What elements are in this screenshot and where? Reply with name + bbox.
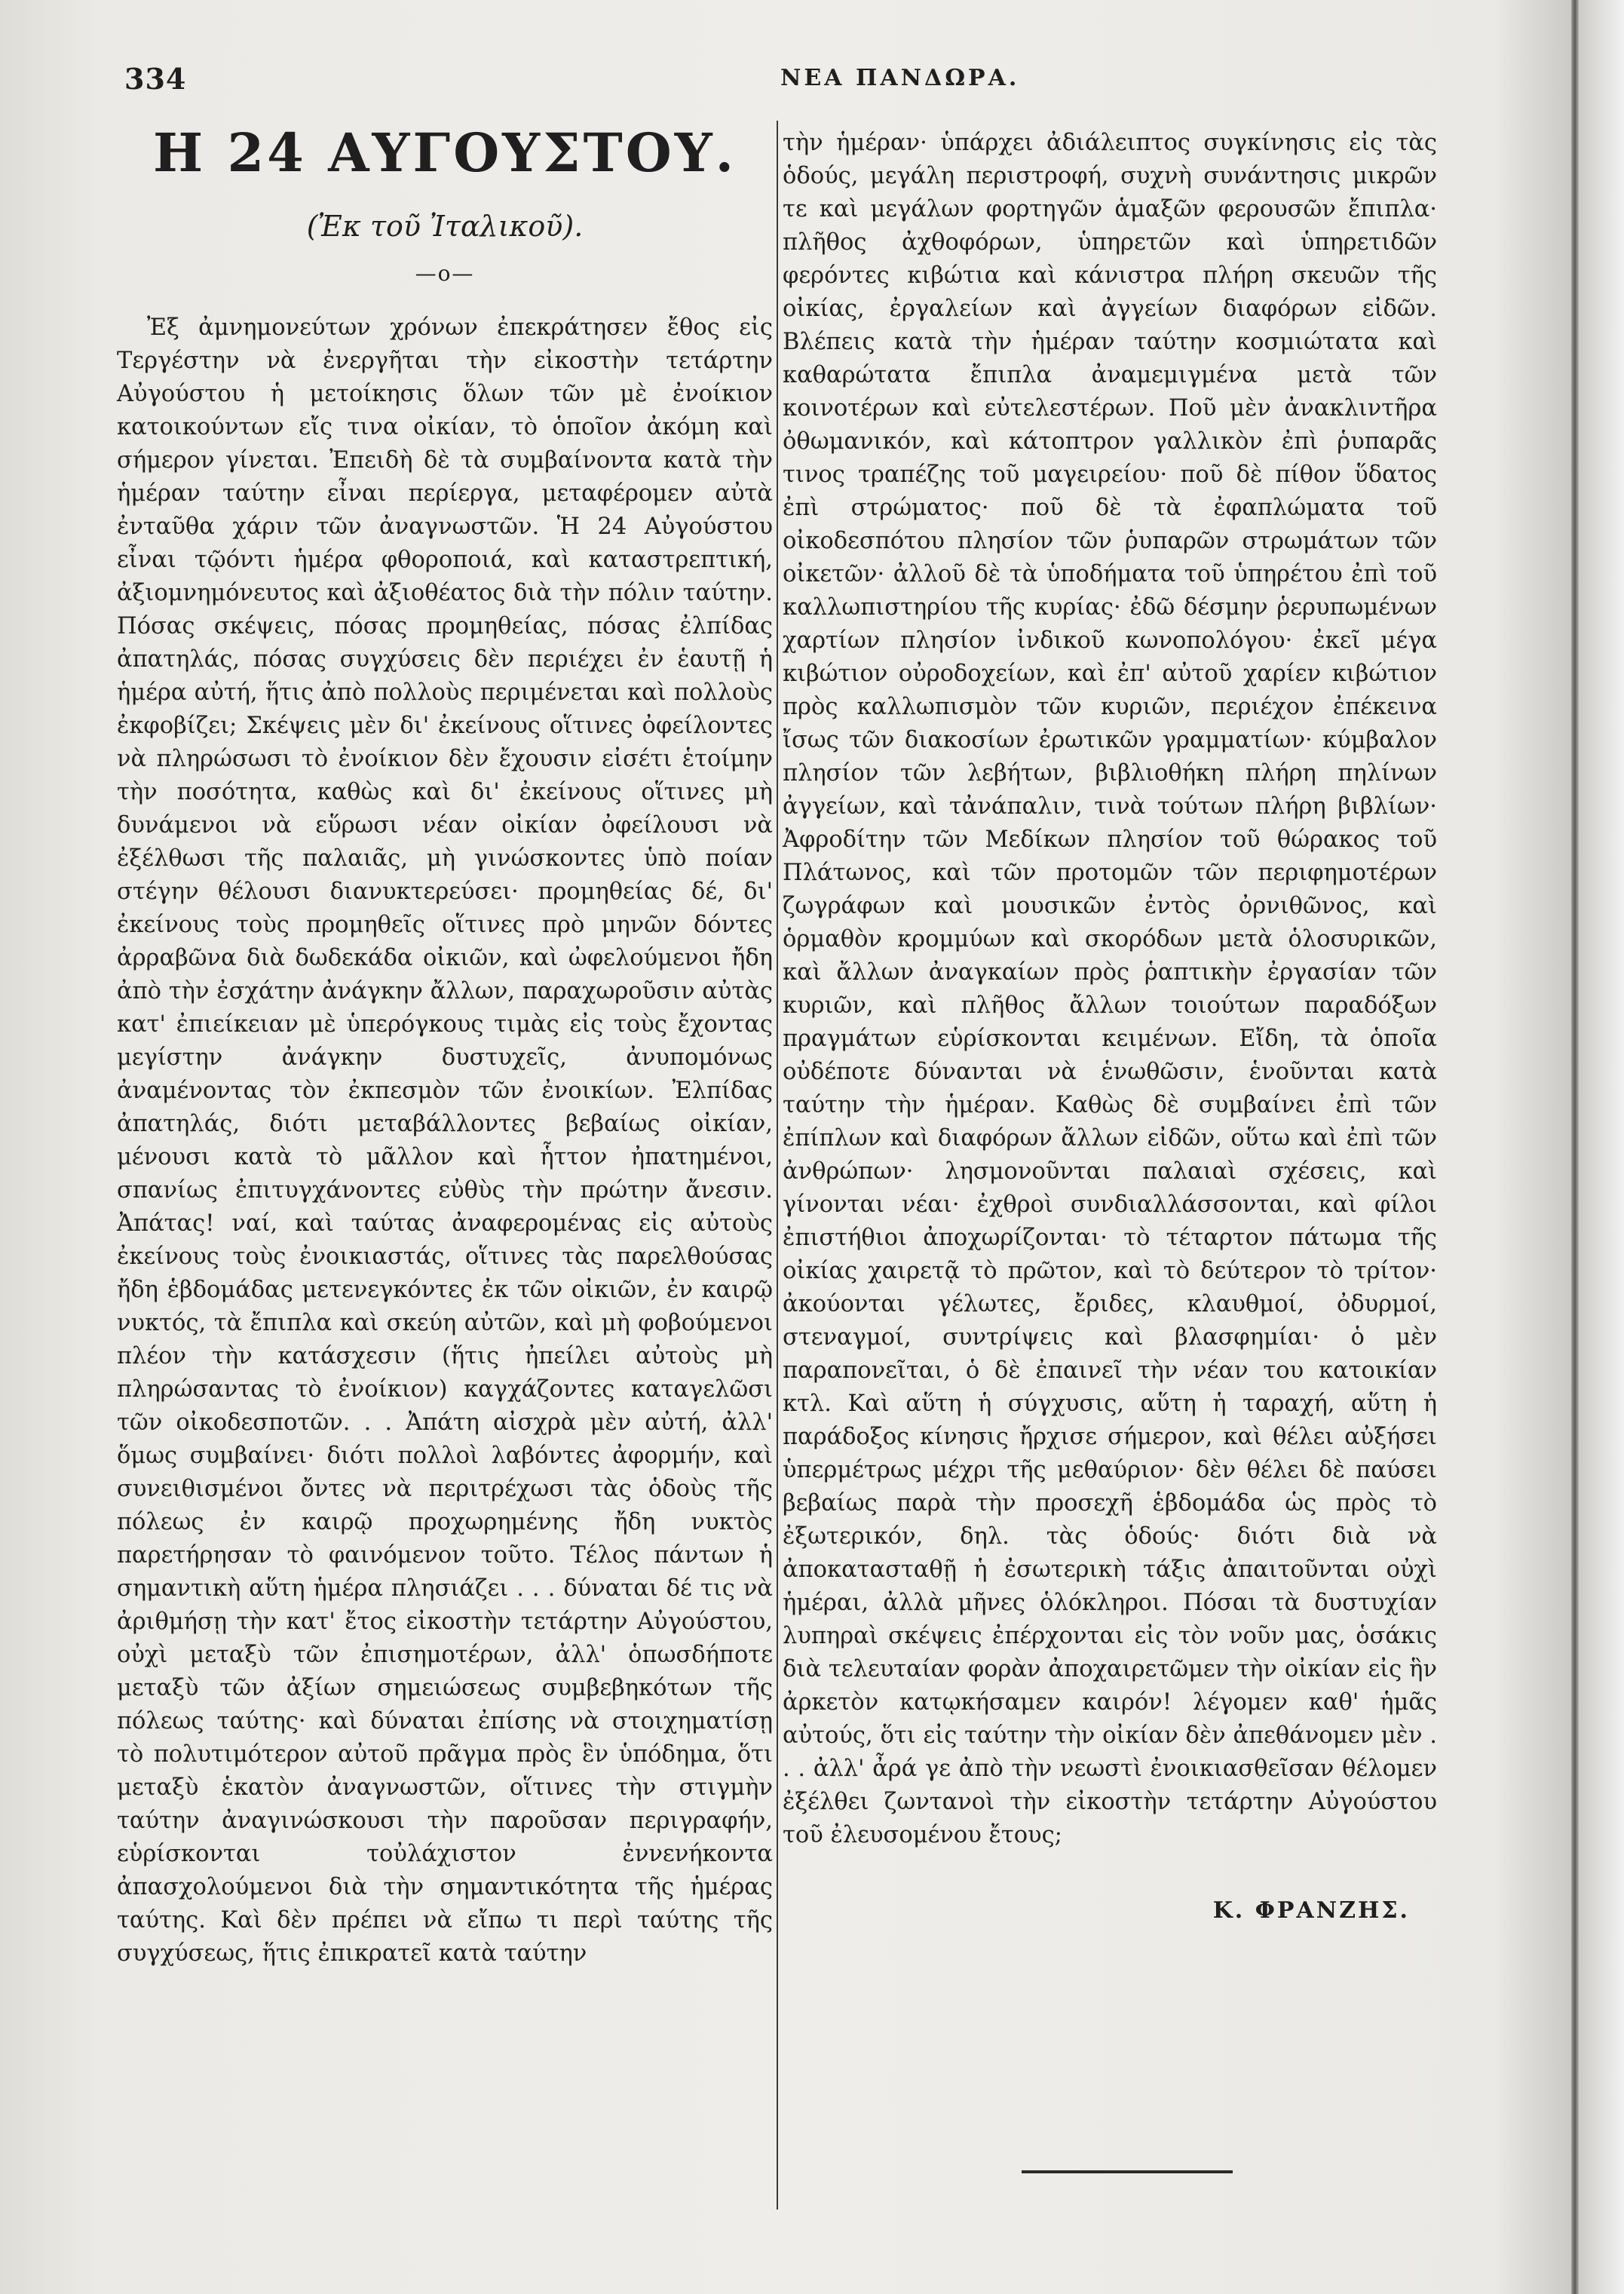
page-number: 334 xyxy=(124,62,187,96)
article-text-right: τὴν ἡμέραν· ὑπάρχει ἀδιάλειπτος συγκίνησις εἰς τὰς ὁδούς, μεγάλη περιστροφή, συχνὴ συνάντησις μικρῶν τε καὶ μεγάλων φορτηγῶν ἁμαξῶν φερουσῶν ἔπιπλα· πλῆθος ἀχθοφόρων, ὑπηρετῶν καὶ ὑπηρετιδῶν φερόντες κιβώτια καὶ κάνιστρα πλήρη σκευῶν τῆς οἰκίας, ἐργαλείων καὶ ἀγγείων διαφόρων εἰδῶν. Βλέπεις κατὰ τὴν ἡμέραν ταύτην κοσμιώτατα καὶ καθαρώτατα ἔπιπλα ἀναμεμιγμένα μετὰ τῶν κοινοτέρων καὶ εὐτελεστέρων. Ποῦ μὲν ἀνακλιντῆρα ὀθωμανικόν, καὶ κάτοπτρον γαλλικὸν ἐπὶ ῥυπαρᾶς τινος τραπέζης τοῦ μαγειρείου· ποῦ δὲ πίθον ὕδατος ἐπὶ στρώματος· ποῦ δὲ τὰ ἐφαπλώματα τοῦ οἰκοδεσπότου πλησίον τῶν ῥυπαρῶν στρωμάτων τῶν οἰκετῶν· ἀλλοῦ δὲ τὰ ὑποδήματα τοῦ ὑπηρέτου ἐπὶ τοῦ καλλωπιστηρίου τῆς κυρίας· ἐδῶ δέσμην ῥερυπωμένων χαρτίων πλησίον ἰνδικοῦ κωνοπολόγου· ἐκεῖ μέγα κιβώτιον οὐροδοχείων, καὶ ἐπ' αὐτοῦ χαρίεν κιβώτιον πρὸς καλλωπισμὸν τῶν κυριῶν, περιέχον ἐπέκεινα ἴσως τῶν διακοσίων ἐρωτικῶν γραμματίων· κύμβαλον πλησίον τῶν λεβήτων, βιβλιοθήκη πλήρη πηλίνων ἀγγείων, καὶ τἀνάπαλιν, τινὰ τούτων πλήρη βιβλίων· Ἀφροδίτην τῶν Μεδίκων πλησίον τοῦ θώρακος τοῦ Πλάτωνος, καὶ τῶν προτομῶν τῶν περιφημοτέρων ζωγράφων καὶ μουσικῶν ἐντὸς ὀρνιθῶνος, καὶ ὁρμαθὸν κρομμύων καὶ σκορόδων μετὰ ὁλοσυρικῶν, καὶ ἄλλων ἀναγκαίων πρὸς ῥαπτικὴν ἐργασίαν τῶν κυριῶν, καὶ πλῆθος ἄλλων τοιούτων παραδόξων πραγμάτων εὑρίσκονται κειμένων. Εἴδη, τὰ ὁποῖα οὐδέποτε δύνανται νὰ ἑνωθῶσιν, ἑνοῦνται κατὰ ταύτην τὴν ἡμέραν. Καθὼς δὲ συμβαίνει ἐπὶ τῶν ἐπίπλων καὶ διαφόρων ἄλλων εἰδῶν, οὕτω καὶ ἐπὶ τῶν ἀνθρώπων· λησμονοῦνται παλαιαὶ σχέσεις, καὶ γίνονται νέαι· ἐχθροὶ συνδιαλλάσσονται, καὶ φίλοι ἐπιστήθιοι ἀποχωρίζονται· τὸ τέταρτον πάτωμα τῆς οἰκίας χαιρετᾷ τὸ πρῶτον, καὶ τὸ δεύτερον τὸ τρίτον· ἀκούονται γέλωτες, ἔριδες, κλαυθμοί, ὀδυρμοί, στεναγμοί, συντρίψεις καὶ βλασφημίαι· ὁ μὲν παραπονεῖται, ὁ δὲ ἐπαινεῖ τὴν νέαν του κατοικίαν κτλ. Καὶ αὕτη ἡ σύγχυσις, αὕτη ἡ ταραχή, αὕτη ἡ παράδοξος κίνησις ἤρχισε σήμερον, καὶ θέλει αὐξήσει ὑπερμέτρως μέχρι τῆς μεθαύριον· δὲν θέλει δὲ παύσει βεβαίως παρὰ τὴν προσεχῆ ἑβδομάδα ὡς πρὸς τὸ ἐξωτερικόν, δηλ. τὰς ὁδούς· διότι διὰ νὰ ἀποκατασταθῇ ἡ ἐσωτερικὴ τάξις ἀπαιτοῦνται οὐχὶ ἡμέραι, ἀλλὰ μῆνες ὁλόκληροι. Πόσαι τὰ δυστυχίαν λυπηραὶ σκέψεις ἐπέρχονται εἰς τὸν νοῦν μας, ὁσάκις διὰ τελευταίαν φορὰν ἀποχαιρετῶμεν τὴν οἰκίαν εἰς ἣν ἀρκετὸν κατῳκήσαμεν καιρόν! λέγομεν καθ' ἡμᾶς αὐτούς, ὅτι εἰς ταύτην τὴν οἰκίαν δὲν ἀπεθάνομεν μὲν . . . ἀλλ' ἆρά γε ἀπὸ τὴν νεωστὶ ἐνοικιασθεῖσαν θέλομεν ἐξέλθει ζωντανοὶ τὴν εἰκοστὴν τετάρτην Αὐγούστου τοῦ ἐλευσομένου ἔτους; xyxy=(783,130,1437,1848)
page-edge-shadow xyxy=(1571,0,1579,2294)
article-title: Η 24 ΑΥΓΟΥΣΤΟΥ. xyxy=(152,121,737,184)
end-rule xyxy=(1022,2170,1233,2173)
article-source: (Ἐκ τοῦ Ἰταλικοῦ). xyxy=(306,210,584,243)
right-column xyxy=(783,127,1437,1924)
left-column xyxy=(117,121,773,1970)
title-ornament: —o— xyxy=(415,261,475,286)
article-text-left: Ἐξ ἀμνημονεύτων χρόνων ἐπεκράτησεν ἔθος εἰς Τεργέστην νὰ ἐνεργῆται τὴν εἰκοστὴν τετάρτην Αὐγούστου ἡ μετοίκησις ὅλων τῶν μὲ ἐνοίκιον κατοικούντων εἴς τινα οἰκίαν, τὸ ὁποῖον ἀκόμη καὶ σήμερον γίνεται. Ἐπειδὴ δὲ τὰ συμβαίνοντα κατὰ τὴν ἡμέραν ταύτην εἶναι περίεργα, μεταφέρομεν αὐτὰ ἐνταῦθα χάριν τῶν ἀναγνωστῶν. Ἡ 24 Αὐγούστου εἶναι τῷόντι ἡμέρα φθοροποιά, καὶ καταστρεπτική, ἀξιομνημόνευτος καὶ ἀξιοθέατος διὰ τὴν πόλιν ταύτην. Πόσας σκέψεις, πόσας προμηθείας, πόσας ἐλπίδας ἀπατηλάς, πόσας συγχύσεις δὲν περιέχει ἐν ἑαυτῇ ἡ ἡμέρα αὐτή, ἥτις ἀπὸ πολλοὺς περιμένεται καὶ πολλοὺς ἐκφοβίζει; Σκέψεις μὲν δι' ἐκείνους οἵτινες ὀφείλοντες νὰ πληρώσωσι τὸ ἐνοίκιον δὲν ἔχουσιν εἰσέτι ἑτοίμην τὴν ποσότητα, καθὼς καὶ δι' ἐκείνους οἵτινες μὴ δυνάμενοι νὰ εὕρωσι νέαν οἰκίαν ὀφείλουσι νὰ ἐξέλθωσι τῆς παλαιᾶς, μὴ γινώσκοντες ὑπὸ ποίαν στέγην θέλουσι διανυκτερεύσει· προμηθείας δέ, δι' ἐκείνους τοὺς προμηθεῖς οἵτινες πρὸ μηνῶν δόντες ἀρραβῶνα διὰ δωδεκάδα οἰκιῶν, καὶ ὠφελούμενοι ἤδη ἀπὸ τὴν ἐσχάτην ἀνάγκην ἄλλων, παραχωροῦσιν αὐτὰς κατ' ἐπιείκειαν μὲ ὑπερόγκους τιμὰς εἰς τοὺς ἔχοντας μεγίστην ἀνάγκην δυστυχεῖς, ἀνυπομόνως ἀναμένοντας τὸν ἐκπεσμὸν τῶν ἐνοικίων. Ἐλπίδας ἀπατηλάς, διότι μεταβάλλοντες βεβαίως οἰκίαν, μένουσι κατὰ τὸ μᾶλλον καὶ ἧττον ἠπατημένοι, σπανίως ἐπιτυγχάνοντες εὐθὺς τὴν πρώτην ἄνεσιν. Ἀπάτας! ναί, καὶ ταύτας ἀναφερομένας εἰς αὐτοὺς ἐκείνους τοὺς ἐνοικιαστάς, οἵτινες τὰς παρελθούσας ἤδη ἑβδομάδας μετενεγκόντες ἐκ τῶν οἰκιῶν, ἐν καιρῷ νυκτός, τὰ ἔπιπλα καὶ σκεύη αὐτῶν, καὶ μὴ φοβούμενοι πλέον τὴν κατάσχεσιν (ἥτις ἠπείλει αὐτοὺς μὴ πληρώσαντας τὸ ἐνοίκιον) καγχάζοντες καταγελῶσι τῶν οἰκοδεσποτῶν. . . Ἀπάτη αἰσχρὰ μὲν αὐτή, ἀλλ' ὅμως συμβαίνει· διότι πολλοὶ λαβόντες ἀφορμήν, καὶ συνειθισμένοι ὄντες νὰ περιτρέχωσι τὰς ὁδοὺς τῆς πόλεως ἐν καιρῷ προχωρημένης ἤδη νυκτὸς παρετήρησαν τὸ φαινόμενον τοῦτο. Τέλος πάντων ἡ σημαντικὴ αὕτη ἡμέρα πλησιάζει . . . δύναται δέ τις νὰ ἀριθμήσῃ τὴν κατ' ἔτος εἰκοστὴν τετάρτην Αὐγούστου, οὐχὶ μεταξὺ τῶν ἐπισημοτέρων, ἀλλ' ὁπωσδήποτε μεταξὺ τῶν ἀξίων σημειώσεως συμβεβηκότων τῆς πόλεως ταύτης· καὶ δύναται ἐπίσης νὰ στοιχηματίσῃ τὸ πολυτιμότερον αὐτοῦ πρᾶγμα πρὸς ἓν ὑπόδημα, ὅτι μεταξὺ ἑκατὸν ἀναγνωστῶν, οἵτινες τὴν στιγμὴν ταύτην ἀναγινώσκουσι τὴν παροῦσαν περιγραφήν, εὑρίσκονται τοὐλάχιστον ἐννενήκοντα ἀπασχολούμενοι διὰ τὴν σημαντικότητα τῆς ἡμέρας ταύτης. Καὶ δὲν πρέπει νὰ εἴπω τι περὶ ταύτης τῆς συγχύσεως, ἥτις ἐπικρατεῖ κατὰ ταύτην xyxy=(117,314,773,1967)
running-head: ΝΕΑ ΠΑΝΔΩΡΑ. xyxy=(780,65,1020,91)
column-divider xyxy=(777,121,778,2210)
author-signature: Κ. ΦΡΑΝΖΗΣ. xyxy=(1212,1897,1410,1924)
page-header xyxy=(124,62,1451,107)
